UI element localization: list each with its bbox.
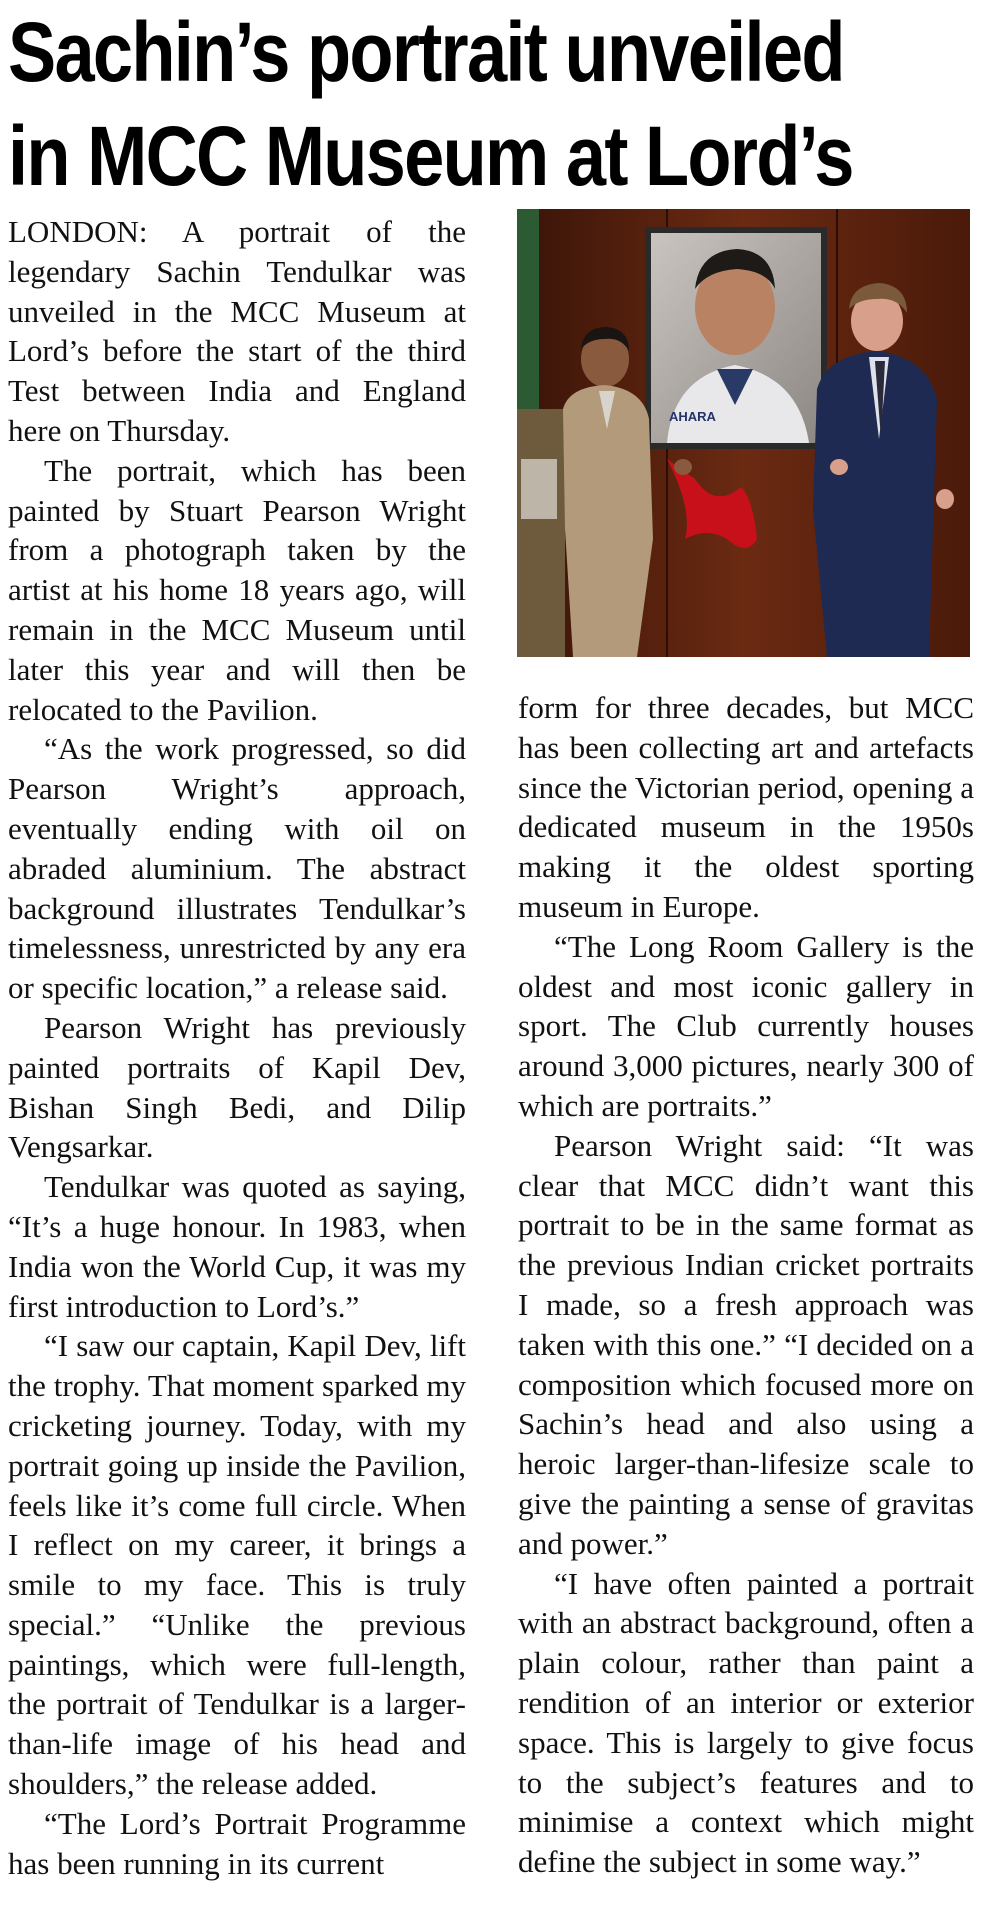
headline-line-1: Sachin’s portrait unveiled — [8, 5, 844, 99]
news-photo — [517, 209, 970, 657]
paragraph: Pearson Wright has previously painted portraits of Kapil Dev, Bishan Singh Bedi, and Dilip Vengsarkar. — [8, 1009, 466, 1165]
paragraph: “The Long Room Gallery is the oldest and most iconic gallery in sport. The Club currently houses around 3,000 pictures, nearly 300 of which are portraits.” — [518, 928, 974, 1123]
article-right-column — [518, 688, 974, 1882]
paragraph: “The Lord’s Portrait Programme has been running in its current — [8, 1805, 466, 1881]
paragraph: “I saw our captain, Kapil Dev, lift the trophy. That moment sparked my cricketing journey. Today, with my portrait going up inside the Pavilion, feels like it’s come full circle. When I reflect on my career, it brings a smile to my face. This is truly special.” “Unlike the previous paintings, which were full-length, the portrait of Tendulkar is a larger-than-life image of his head and shoulders,” the release added. — [8, 1328, 466, 1802]
paragraph: “I have often painted a portrait with an abstract background, often a plain colour, rather than paint a rendition of an interior or exterior space. This is largely to give focus to the subject’s features and to minimise a context which might define the subject in some way.” — [518, 1565, 974, 1880]
jersey-text: AHARA — [669, 409, 716, 424]
paragraph: “As the work progressed, so did Pearson Wright’s approach, eventually ending with oil on abraded aluminium. The abstract background illustrates Tendulkar’s timelessness, unrestricted by any era or specific location,” a release said. — [8, 731, 466, 1006]
paragraph: Pearson Wright said: “It was clear that MCC didn’t want this portrait to be in the same format as the previous Indian cricket portraits I made, so a fresh approach was taken with this one.” “I decided on a composition which focused more on Sachin’s head and also using a heroic larger-than-lifesize scale to give the painting a sense of gravitas and power.” — [518, 1127, 974, 1561]
headline — [8, 0, 851, 208]
headline-line-2: in MCC Museum at Lord’s — [8, 109, 853, 203]
paragraph: The portrait, which has been painted by Stuart Pearson Wright from a photograph taken by the artist at his home 18 years ago, will remain in the MCC Museum until later this year and will then be relocated to the Pavilion. — [8, 452, 466, 727]
article-left-column — [8, 212, 466, 1883]
paragraph: Tendulkar was quoted as saying, “It’s a huge honour. In 1983, when India won the World Cup, it was my first introduction to Lord’s.” — [8, 1169, 466, 1324]
paragraph: LONDON: A portrait of the legendary Sachin Tendulkar was unveiled in the MCC Museum at Lord’s before the start of the third Test between India and England here on Thursday. — [8, 214, 466, 448]
paragraph: form for three decades, but MCC has been collecting art and artefacts since the Victorian period, opening a dedicated museum in the 1950s making it the oldest sporting museum in Europe. — [518, 690, 974, 924]
